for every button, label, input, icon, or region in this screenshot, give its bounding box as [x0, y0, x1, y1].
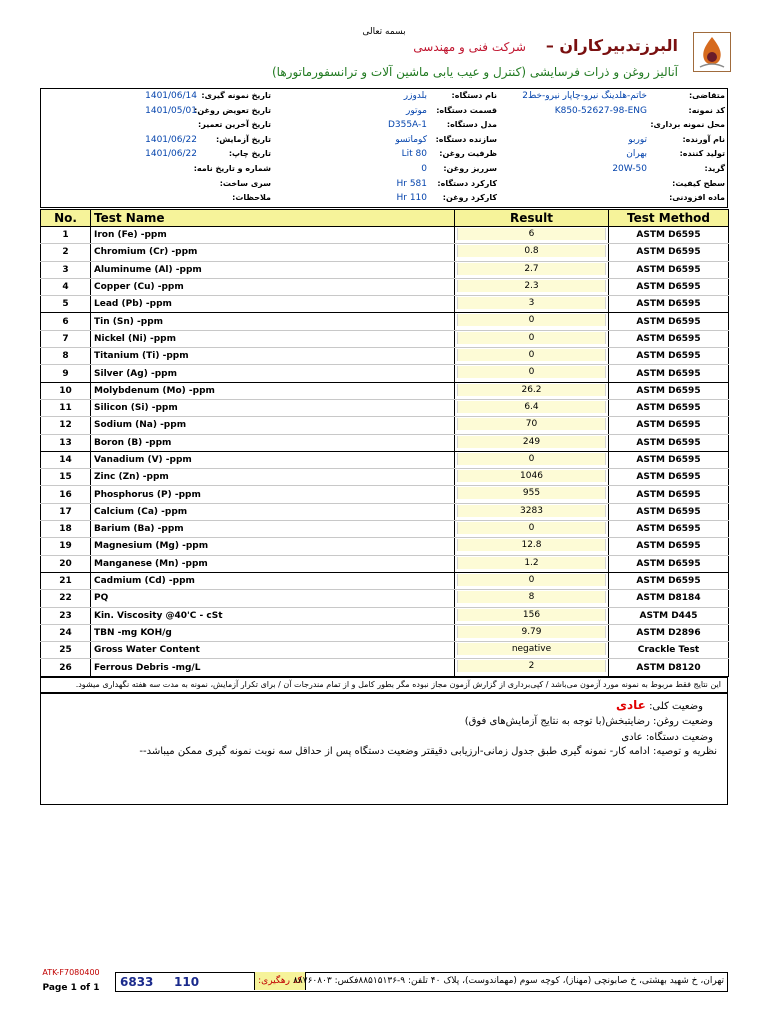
- row-result: [455, 261, 609, 278]
- row-no: 11: [41, 399, 91, 416]
- info-label-col2-4: ظرفیت روغن:: [439, 149, 497, 159]
- table-row: [41, 451, 729, 468]
- header-no: No.: [41, 210, 91, 227]
- row-test-name: Boron (B) -ppm: [91, 434, 455, 451]
- row-test-name: Lead (Pb) -ppm: [91, 296, 455, 313]
- info-label-col2-1: قسمت دستگاه:: [436, 105, 497, 115]
- row-no: 23: [41, 607, 91, 624]
- result-value: 9.79: [457, 626, 606, 638]
- recommendation-label: نظریه و توصیه:: [652, 746, 717, 757]
- info-label-col3-3: تاریخ آزمایش:: [216, 134, 271, 144]
- row-test-name: Calcium (Ca) -ppm: [91, 503, 455, 520]
- row-test-method: ASTM D6595: [609, 227, 729, 244]
- row-test-method: ASTM D6595: [609, 330, 729, 347]
- overall-status-line: [616, 698, 703, 712]
- table-row: [41, 572, 729, 589]
- recommendation-value: ادامه کار- نمونه گیری طبق جدول زمانی-ارزیابی دقیقتر وضعیت دستگاه پس از حداقل سه نوبت نمونه گیری ممکن میباشد--: [139, 746, 650, 757]
- table-row: [41, 659, 729, 676]
- info-label-col1-3: نام آورنده:: [682, 134, 725, 144]
- tracking-label: کد رهگیری:: [254, 972, 306, 990]
- info-label-col2-7: کارکرد روغن:: [442, 193, 497, 203]
- row-test-name: Silicon (Si) -ppm: [91, 399, 455, 416]
- row-no: 25: [41, 642, 91, 659]
- table-row: [41, 227, 729, 244]
- table-row: [41, 261, 729, 278]
- row-no: 14: [41, 451, 91, 468]
- row-test-method: ASTM D6595: [609, 555, 729, 572]
- row-result: [455, 227, 609, 244]
- machine-status-value: عادی: [621, 732, 643, 743]
- row-result: [455, 607, 609, 624]
- row-no: 24: [41, 624, 91, 641]
- info-label-col1-4: تولید کننده:: [679, 149, 725, 159]
- row-test-method: ASTM D6595: [609, 521, 729, 538]
- bismillah-heading: بسمه تعالی: [362, 27, 406, 37]
- row-result: [455, 451, 609, 468]
- row-no: 7: [41, 330, 91, 347]
- sample-info-box: [40, 88, 728, 208]
- row-test-method: ASTM D8120: [609, 659, 729, 676]
- result-value: 2.7: [457, 263, 606, 275]
- table-row: [41, 469, 729, 486]
- result-value: 955: [457, 487, 606, 499]
- table-row: [41, 365, 729, 382]
- info-label-col1-7: ماده افزودنی:: [669, 193, 725, 203]
- row-result: [455, 642, 609, 659]
- row-result: [455, 486, 609, 503]
- table-row: [41, 434, 729, 451]
- row-test-name: Tin (Sn) -ppm: [91, 313, 455, 330]
- row-result: [455, 434, 609, 451]
- tracking-code-b: 110: [174, 975, 200, 989]
- table-row: [41, 521, 729, 538]
- row-test-name: Copper (Cu) -ppm: [91, 278, 455, 295]
- info-label-col1-2: محل نمونه برداری:: [650, 120, 725, 130]
- info-label-col3-0: تاریخ نمونه گیری:: [201, 91, 271, 100]
- result-value: 12.8: [457, 539, 606, 551]
- table-row: [41, 624, 729, 641]
- row-test-method: ASTM D6595: [609, 417, 729, 434]
- table-row: [41, 278, 729, 295]
- company-name: البرزتدبیرکاران –: [545, 36, 678, 55]
- row-no: 18: [41, 521, 91, 538]
- row-result: [455, 538, 609, 555]
- info-label-col1-0: متقاضی:: [688, 91, 725, 100]
- header-test-method: Test Method: [609, 210, 729, 227]
- row-test-method: ASTM D445: [609, 607, 729, 624]
- result-value: 0: [457, 349, 606, 361]
- company-subtitle: شرکت فنی و مهندسی: [413, 40, 526, 54]
- row-test-name: Cadmium (Cd) -ppm: [91, 572, 455, 589]
- info-value-col2-7: 110 Hr: [396, 193, 427, 204]
- info-value-col3-1: 1401/05/01: [145, 105, 197, 116]
- info-label-col2-6: کارکرد دستگاه:: [437, 178, 497, 188]
- row-test-name: Silver (Ag) -ppm: [91, 365, 455, 382]
- row-result: [455, 503, 609, 520]
- table-row: [41, 348, 729, 365]
- result-value: 0.8: [457, 245, 606, 257]
- table-row: [41, 382, 729, 399]
- row-test-method: ASTM D6595: [609, 572, 729, 589]
- row-test-method: ASTM D6595: [609, 451, 729, 468]
- info-value-col2-5: 0: [421, 164, 427, 174]
- row-result: [455, 244, 609, 261]
- info-value-col1-3: توربو: [628, 134, 647, 145]
- result-value: 1046: [457, 470, 606, 482]
- machine-status-line: [621, 732, 713, 743]
- row-test-method: ASTM D8184: [609, 590, 729, 607]
- comments-box: [40, 693, 728, 805]
- result-value: 0: [457, 574, 606, 586]
- row-no: 8: [41, 348, 91, 365]
- result-value: 0: [457, 453, 606, 465]
- row-result: [455, 555, 609, 572]
- info-label-col1-6: سطح کیفیت:: [672, 178, 725, 188]
- header-result: Result: [455, 210, 609, 227]
- results-table: [40, 209, 729, 677]
- result-value: 1.2: [457, 557, 606, 569]
- info-label-col2-0: نام دستگاه:: [451, 91, 497, 100]
- info-label-col3-5: شماره و تاریخ نامه:: [193, 164, 271, 173]
- row-result: [455, 624, 609, 641]
- row-no: 5: [41, 296, 91, 313]
- info-value-col3-3: 1401/06/22: [145, 134, 197, 145]
- row-no: 4: [41, 278, 91, 295]
- results-header-row: [41, 210, 729, 227]
- row-test-name: Chromium (Cr) -ppm: [91, 244, 455, 261]
- row-test-method: ASTM D6595: [609, 244, 729, 261]
- row-no: 6: [41, 313, 91, 330]
- oil-status-line: [465, 716, 713, 727]
- row-test-method: ASTM D6595: [609, 469, 729, 486]
- table-row: [41, 296, 729, 313]
- info-value-col2-2: D355A-1: [387, 120, 427, 131]
- result-value: 156: [457, 609, 606, 621]
- table-row: [41, 313, 729, 330]
- row-test-method: ASTM D6595: [609, 538, 729, 555]
- row-result: [455, 365, 609, 382]
- result-value: 0: [457, 522, 606, 534]
- row-result: [455, 521, 609, 538]
- row-no: 2: [41, 244, 91, 261]
- page-number: Page 1 of 1: [42, 983, 100, 993]
- row-test-method: ASTM D6595: [609, 313, 729, 330]
- info-value-col1-5: 20W-50: [612, 164, 647, 174]
- row-no: 19: [41, 538, 91, 555]
- result-value: 70: [457, 418, 606, 430]
- row-no: 17: [41, 503, 91, 520]
- row-test-name: Sodium (Na) -ppm: [91, 417, 455, 434]
- row-no: 10: [41, 382, 91, 399]
- result-value: 0: [457, 366, 606, 378]
- row-test-method: ASTM D6595: [609, 382, 729, 399]
- recommendation-line: [139, 746, 717, 757]
- info-label-col3-7: ملاحظات:: [232, 193, 271, 203]
- table-row: [41, 642, 729, 659]
- info-value-col1-0: خاتم-هلدینگ نیرو-چاپار نیرو-خط2: [522, 91, 647, 101]
- info-label-col2-3: سازنده دستگاه:: [435, 134, 497, 144]
- info-value-col3-0: 1401/06/14: [145, 91, 197, 101]
- row-result: [455, 382, 609, 399]
- info-label-col1-1: کد نمونه:: [688, 105, 725, 115]
- info-value-col2-1: موتور: [406, 105, 427, 116]
- row-test-method: ASTM D6595: [609, 503, 729, 520]
- result-value: 249: [457, 436, 606, 448]
- table-row: [41, 244, 729, 261]
- info-label-col2-5: سرریز روغن:: [443, 164, 497, 173]
- table-row: [41, 486, 729, 503]
- row-result: [455, 399, 609, 416]
- row-test-method: Crackle Test: [609, 642, 729, 659]
- row-test-method: ASTM D6595: [609, 296, 729, 313]
- info-value-col1-1: K850-52627-98-ENG: [554, 105, 647, 116]
- table-row: [41, 330, 729, 347]
- flame-drop-logo-icon: [693, 32, 731, 72]
- row-test-method: ASTM D6595: [609, 278, 729, 295]
- row-test-name: Iron (Fe) -ppm: [91, 227, 455, 244]
- row-test-name: Manganese (Mn) -ppm: [91, 555, 455, 572]
- row-test-method: ASTM D6595: [609, 486, 729, 503]
- row-test-name: Kin. Viscosity @40'C - cSt: [91, 607, 455, 624]
- row-test-method: ASTM D6595: [609, 348, 729, 365]
- result-value: 2: [457, 660, 606, 672]
- disclaimer-note: این نتایج فقط مربوط به نمونه مورد آزمون می‌باشد / کپی‌برداری از گزارش آزمون مجاز نبوده مگر بطور کامل و از تمام مندرجات آن / برای تکرار آزمایش، نمونه به مدت سه هفته نگهداری میشود.: [40, 677, 728, 693]
- report-subtitle: آنالیز روغن و ذرات فرسایشی (کنترل و عیب یابی ماشین آلات و ترانسفورماتورها): [271, 65, 678, 79]
- result-value: 26.2: [457, 384, 606, 396]
- table-row: [41, 607, 729, 624]
- row-no: 1: [41, 227, 91, 244]
- result-value: 6: [457, 228, 606, 240]
- result-value: 3283: [457, 505, 606, 517]
- row-result: [455, 572, 609, 589]
- row-no: 15: [41, 469, 91, 486]
- info-value-col3-4: 1401/06/22: [145, 149, 197, 160]
- form-code: ATK-F7080400: [42, 968, 100, 977]
- table-row: [41, 399, 729, 416]
- row-test-name: Nickel (Ni) -ppm: [91, 330, 455, 347]
- row-no: 26: [41, 659, 91, 676]
- info-label-col3-2: تاریخ آخرین تعمیر:: [198, 120, 271, 130]
- row-result: [455, 278, 609, 295]
- row-test-name: Gross Water Content: [91, 642, 455, 659]
- row-test-name: Phosphorus (P) -ppm: [91, 486, 455, 503]
- info-value-col2-3: کوماتسو: [395, 134, 427, 145]
- row-test-method: ASTM D6595: [609, 399, 729, 416]
- info-label-col3-1: تاریخ تعویض روغن:: [194, 105, 271, 115]
- info-label-col3-6: سری ساخت:: [219, 178, 271, 188]
- table-row: [41, 590, 729, 607]
- overall-status-label: وضعیت کلی:: [649, 701, 703, 712]
- row-test-name: Magnesium (Mg) -ppm: [91, 538, 455, 555]
- overall-status-value: عادی: [616, 698, 646, 712]
- row-test-name: Titanium (Ti) -ppm: [91, 348, 455, 365]
- row-no: 20: [41, 555, 91, 572]
- row-test-name: Barium (Ba) -ppm: [91, 521, 455, 538]
- row-test-method: ASTM D6595: [609, 261, 729, 278]
- row-result: [455, 417, 609, 434]
- row-result: [455, 313, 609, 330]
- row-result: [455, 469, 609, 486]
- row-result: [455, 296, 609, 313]
- row-test-method: ASTM D6595: [609, 434, 729, 451]
- result-value: 0: [457, 314, 606, 326]
- result-value: 8: [457, 591, 606, 603]
- row-test-name: Molybdenum (Mo) -ppm: [91, 382, 455, 399]
- result-value: 2.3: [457, 280, 606, 292]
- row-test-name: Aluminume (Al) -ppm: [91, 261, 455, 278]
- company-address: تهران، خ شهید بهشتی، خ صابونچی (مهناز)، کوچه سوم (مهماندوست)، پلاک ۴۰ تلفن: ۹-۸۸۵۱۵۱۳۶فکس: ۸۸۷۶۰۸۰۳: [293, 976, 724, 986]
- row-test-name: PQ: [91, 590, 455, 607]
- row-test-name: Zinc (Zn) -ppm: [91, 469, 455, 486]
- row-no: 12: [41, 417, 91, 434]
- row-no: 13: [41, 434, 91, 451]
- row-no: 3: [41, 261, 91, 278]
- info-value-col2-0: بلدوزر: [403, 91, 427, 101]
- row-result: [455, 590, 609, 607]
- result-value: 6.4: [457, 401, 606, 413]
- header-test-name: Test Name: [91, 210, 455, 227]
- row-result: [455, 330, 609, 347]
- row-result: [455, 659, 609, 676]
- oil-status-label: وضعیت روغن:: [652, 716, 713, 727]
- result-value: negative: [457, 643, 606, 655]
- table-row: [41, 538, 729, 555]
- row-no: 9: [41, 365, 91, 382]
- info-value-col2-4: 80 Lit: [401, 149, 427, 160]
- row-test-name: TBN -mg KOH/g: [91, 624, 455, 641]
- table-row: [41, 417, 729, 434]
- table-row: [41, 555, 729, 572]
- row-no: 22: [41, 590, 91, 607]
- info-label-col1-5: گرید:: [704, 164, 725, 173]
- row-test-method: ASTM D6595: [609, 365, 729, 382]
- row-no: 16: [41, 486, 91, 503]
- table-row: [41, 503, 729, 520]
- machine-status-label: وضعیت دستگاه:: [645, 732, 713, 743]
- info-value-col2-6: 581 Hr: [396, 178, 427, 189]
- row-result: [455, 348, 609, 365]
- row-test-name: Ferrous Debris -mg/L: [91, 659, 455, 676]
- row-test-method: ASTM D2896: [609, 624, 729, 641]
- row-no: 21: [41, 572, 91, 589]
- tracking-code-a: 6833: [120, 975, 154, 989]
- row-test-name: Vanadium (V) -ppm: [91, 451, 455, 468]
- result-value: 3: [457, 297, 606, 309]
- info-label-col2-2: مدل دستگاه:: [446, 120, 497, 130]
- result-value: 0: [457, 332, 606, 344]
- info-value-col1-4: بهران: [626, 149, 647, 160]
- info-label-col3-4: تاریخ چاپ:: [228, 149, 271, 159]
- oil-status-value: رضایتبخش(با توجه به نتایج آزمایش‌های فوق): [464, 716, 650, 727]
